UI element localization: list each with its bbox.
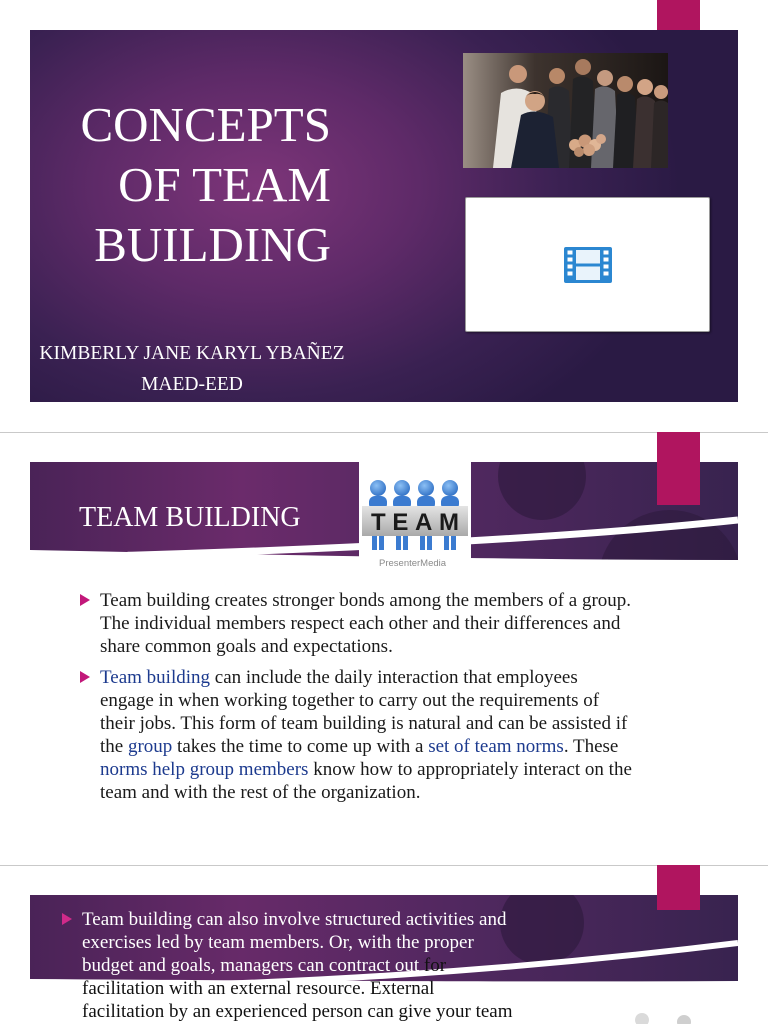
title-line: OF TEAM — [118, 157, 331, 212]
text-segment: exercises led by team members. Or, with the proper — [82, 932, 474, 953]
text-segment: takes the time to come up with a — [172, 736, 429, 757]
bullet-text-line — [100, 781, 632, 804]
bullet-text-line — [82, 908, 513, 931]
page-divider — [0, 432, 768, 433]
triangle-right-icon — [80, 671, 90, 683]
accent-bar-slide-3 — [657, 865, 700, 910]
slide-2 — [30, 462, 738, 835]
text-segment: . These — [563, 736, 619, 757]
bullet-text-line — [100, 612, 632, 635]
bullet-text-line — [82, 931, 513, 954]
bullet-text-line — [82, 954, 513, 977]
link-set-of-team-norms[interactable]: set of team norms — [428, 736, 564, 757]
bullet-text-line — [82, 977, 513, 1000]
text-segment: can include the daily interaction that employees — [210, 667, 578, 688]
bullet-list — [100, 589, 632, 804]
link-team-building[interactable]: Team building — [100, 667, 211, 688]
link-norms-help-group-members[interactable]: norms help group members — [100, 759, 309, 780]
film-cell — [576, 266, 600, 280]
bullet-item — [100, 666, 632, 804]
text-segment: facilitation by an experienced person can give your team — [82, 1001, 513, 1022]
text-segment: budget and goals, managers can contract out — [82, 955, 424, 976]
image-watermark: PresenterMedia — [379, 558, 447, 569]
author-block — [32, 338, 352, 400]
text-segment: the — [100, 736, 128, 757]
text-segment: team and with the rest of the organization. — [100, 782, 421, 803]
decorative-figures — [635, 1013, 691, 1024]
bullet-text-line — [100, 712, 632, 735]
film-icon — [564, 247, 612, 283]
bullet-text-line — [100, 689, 632, 712]
text-segment: their jobs. This form of team building is natural and can be assisted if — [100, 713, 628, 734]
slide-3 — [30, 895, 738, 1024]
bullet-text-line — [100, 735, 632, 758]
bullet-item — [82, 908, 513, 1023]
text-segment: engage in when working together to carry out the requirements of — [100, 690, 600, 711]
text-segment: Team building can also involve structured activities and — [82, 909, 507, 930]
text-segment: share common goals and expectations. — [100, 636, 393, 657]
bullet-text-line — [100, 666, 632, 689]
title-line: CONCEPTS — [80, 97, 331, 152]
accent-bar-slide-2 — [657, 432, 700, 505]
team-photo — [463, 53, 668, 168]
text-segment: know how to appropriately interact on the — [308, 759, 632, 780]
triangle-right-icon — [80, 594, 90, 606]
author-name: KIMBERLY JANE KARYL YBAÑEZ — [39, 343, 345, 364]
text-segment: Team building creates stronger bonds among the members of a group. — [100, 590, 632, 611]
page-divider — [0, 865, 768, 866]
bullet-text-line — [100, 758, 632, 781]
title-line: BUILDING — [94, 217, 331, 272]
bullet-text-line — [82, 1000, 513, 1023]
text-segment: The individual members respect each other and their differences and — [100, 613, 621, 634]
text-segment: for — [423, 955, 447, 976]
triangle-right-icon — [62, 913, 72, 925]
slide-title — [40, 95, 331, 275]
link-group[interactable]: group — [127, 736, 173, 757]
team-figures-image — [359, 462, 471, 572]
banner-letters: TEAM — [371, 509, 459, 536]
bullet-list — [82, 908, 513, 1023]
film-cell — [576, 250, 600, 264]
embedded-video[interactable] — [465, 197, 710, 332]
bullet-text-line — [100, 589, 632, 612]
bullet-item — [100, 589, 632, 658]
slide-1 — [30, 30, 738, 402]
bullet-text-line — [100, 635, 632, 658]
slide-title: TEAM BUILDING — [79, 502, 301, 533]
author-program: MAED-EED — [141, 374, 243, 395]
text-segment: facilitation with an external resource. External — [82, 978, 435, 999]
